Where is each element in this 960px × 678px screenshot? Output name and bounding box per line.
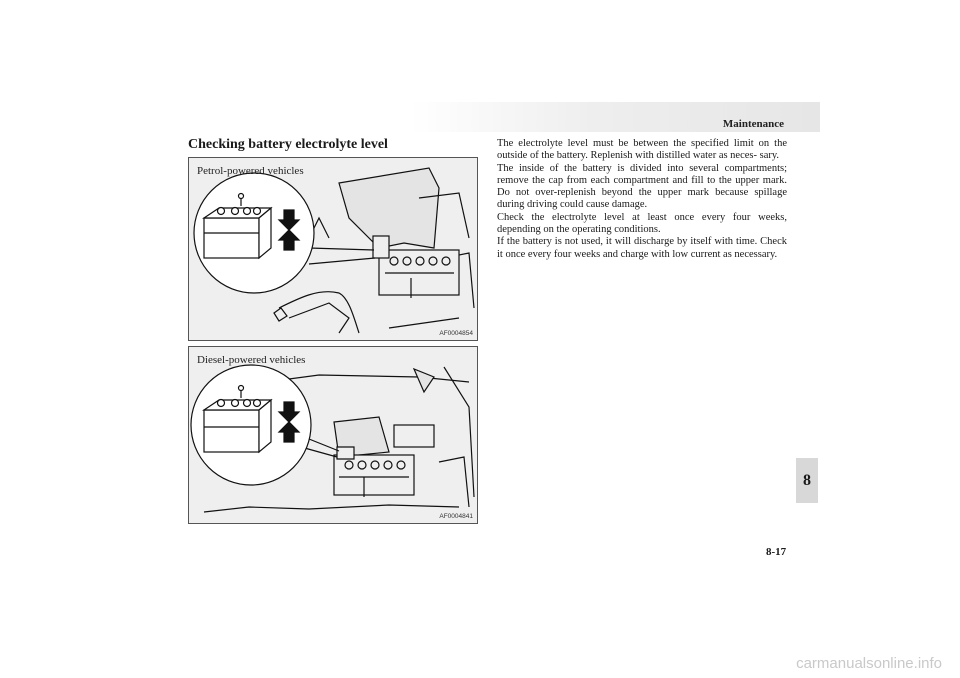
chapter-tab: 8 bbox=[796, 458, 818, 503]
body-text bbox=[497, 138, 787, 261]
figure-code-diesel: AF0004841 bbox=[439, 513, 473, 520]
page-number: 8-17 bbox=[766, 546, 787, 558]
watermark: carmanualsonline.info bbox=[796, 655, 942, 672]
paragraph: Check the electrolyte level at least once every four weeks, depending on the operating conditions. bbox=[497, 211, 787, 236]
figure-diesel bbox=[188, 346, 478, 524]
diesel-battery-illustration bbox=[189, 347, 477, 523]
figure-code-petrol: AF0004854 bbox=[439, 330, 473, 337]
petrol-battery-illustration bbox=[189, 158, 477, 340]
paragraph: If the battery is not used, it will discharge by itself with time. Check it once every four weeks and charge with low current as necessary. bbox=[497, 236, 787, 260]
paragraph: The inside of the battery is divided into several compartments; remove the cap from each compartment and fill to the upper mark. Do not over-replenish beyond the upper mark because spillage during driving could cause damage. bbox=[497, 162, 787, 211]
paragraph: The electrolyte level must be between the specified limit on the outside of the battery. Replenish with distilled water as neces- sary. bbox=[497, 138, 787, 162]
figure-caption-diesel: Diesel-powered vehicles bbox=[197, 354, 306, 366]
figure-caption-petrol: Petrol-powered vehicles bbox=[197, 165, 304, 177]
page-heading: Checking battery electrolyte level bbox=[188, 137, 388, 152]
figure-petrol bbox=[188, 157, 478, 341]
section-title: Maintenance bbox=[722, 118, 784, 130]
